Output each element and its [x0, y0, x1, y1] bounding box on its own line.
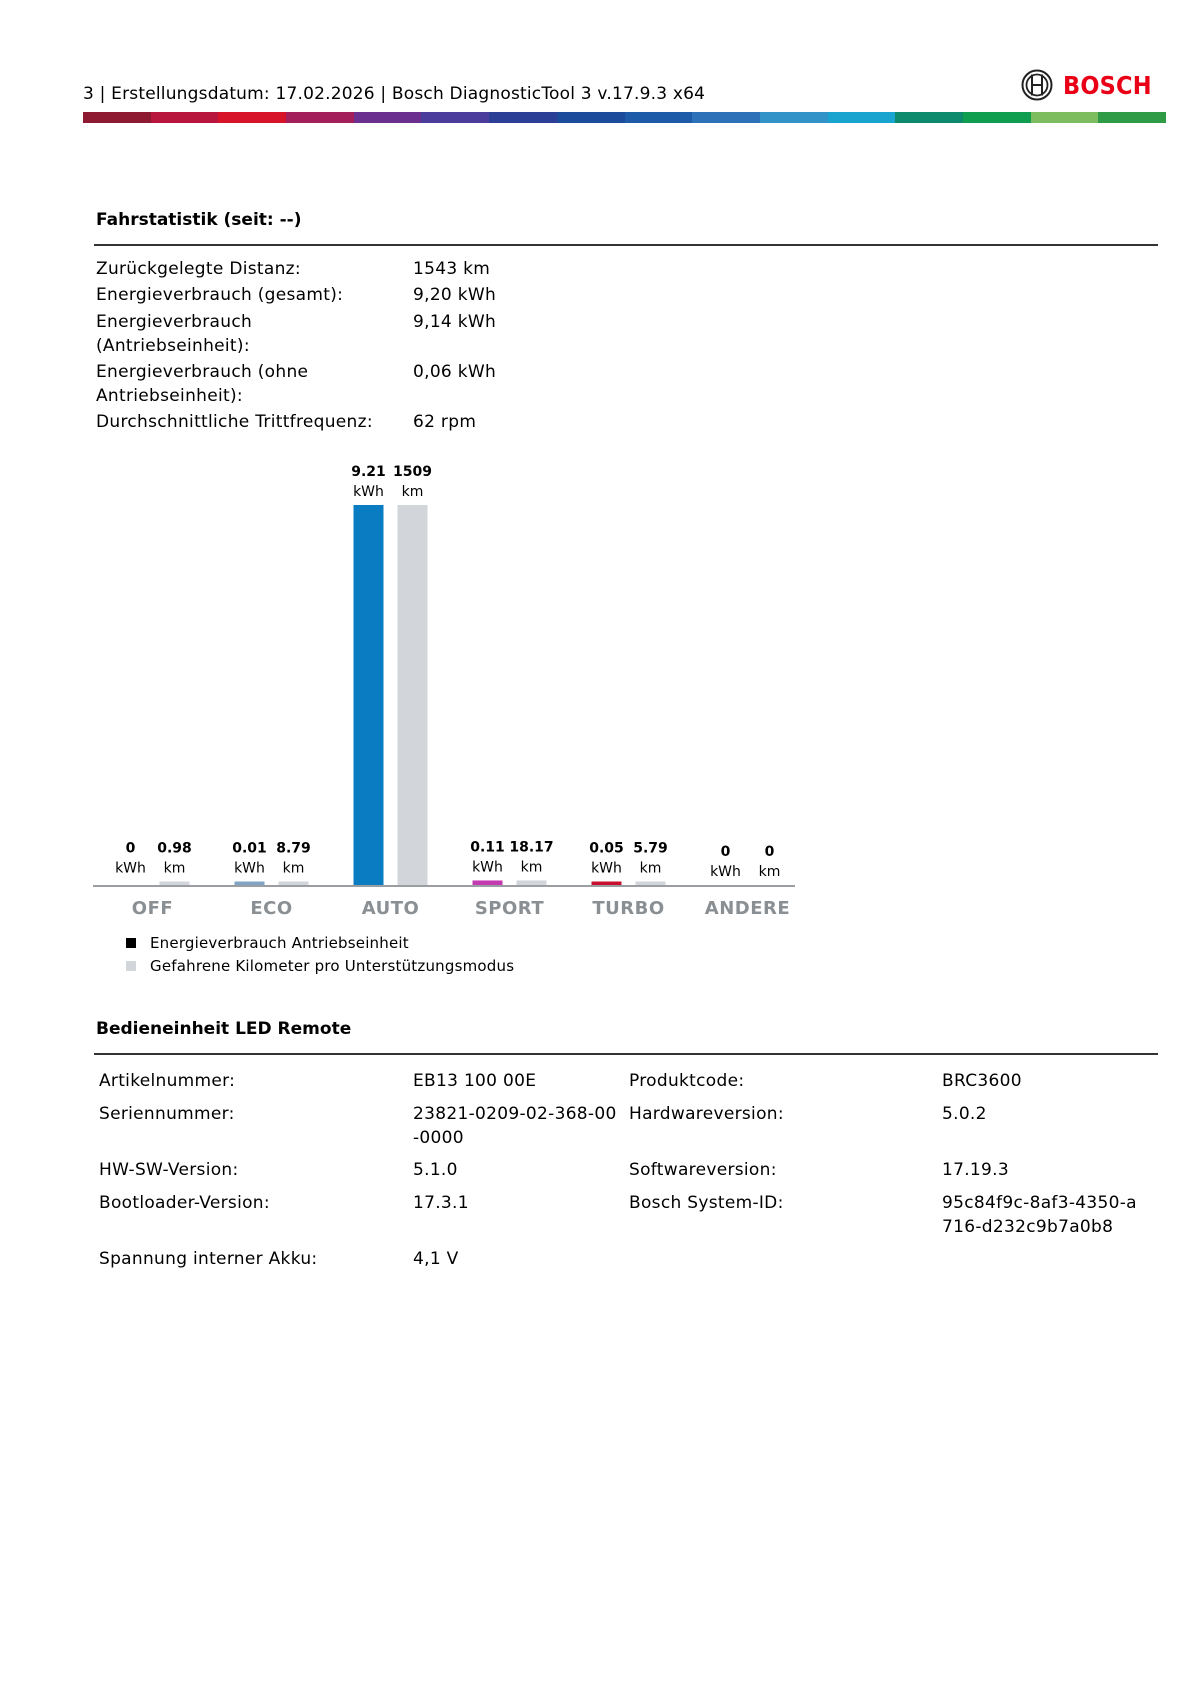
stripe-segment — [354, 112, 422, 123]
stripe-segment — [218, 112, 286, 123]
device-label: Bosch System-ID: — [629, 1193, 784, 1213]
stripe-segment — [625, 112, 693, 123]
stripe-segment — [83, 112, 151, 123]
data-label-kwh: 0.05 — [589, 840, 624, 857]
legend-label: Energieverbrauch Antriebseinheit — [150, 934, 409, 952]
device-value: 5.1.0 — [413, 1160, 458, 1180]
bar-km — [398, 505, 428, 885]
mode-bar-chart — [90, 440, 800, 930]
device-label: Bootloader-Version: — [99, 1193, 270, 1213]
page-header: 3 | Erstellungsdatum: 17.02.2026 | Bosch DiagnosticTool 3 v.17.9.3 x64 — [83, 84, 706, 104]
stripe-segment — [760, 112, 828, 123]
section-divider — [94, 1053, 1158, 1055]
stat-label: Durchschnittliche Trittfrequenz: — [96, 412, 373, 432]
stripe-segment — [1031, 112, 1099, 123]
device-value: 17.3.1 — [413, 1193, 469, 1213]
data-label-km: 5.79 — [633, 840, 668, 857]
data-label-unit: km — [520, 859, 543, 876]
data-label-unit: km — [758, 864, 781, 880]
stat-label: Energieverbrauch (ohne Antriebseinheit): — [96, 362, 309, 406]
data-label-unit: kWh — [353, 484, 384, 500]
data-label-kwh: 9.21 — [351, 464, 386, 480]
stat-label: Energieverbrauch (Antriebseinheit): — [96, 312, 253, 356]
legend-item — [126, 957, 514, 975]
category-label: OFF — [131, 898, 174, 919]
data-label-kwh: 0 — [720, 844, 731, 860]
data-label-unit: kWh — [234, 860, 265, 877]
device-label: Produktcode: — [629, 1071, 745, 1091]
stripe-segment — [1098, 112, 1166, 123]
bar-kwh — [592, 882, 622, 886]
device-label: Seriennummer: — [99, 1104, 235, 1124]
stat-value: 9,20 kWh — [413, 285, 497, 305]
bar-km — [279, 882, 309, 886]
stripe-segment — [151, 112, 219, 123]
category-label: AUTO — [361, 898, 420, 919]
bar-km — [160, 882, 190, 886]
stat-label: Energieverbrauch (gesamt): — [96, 285, 344, 305]
bar-km — [636, 882, 666, 886]
bosch-logo — [1021, 69, 1162, 101]
data-label-unit: km — [282, 860, 305, 877]
data-label-km: 1509 — [393, 464, 432, 480]
data-label-unit: kWh — [115, 860, 146, 877]
stripe-segment — [828, 112, 896, 123]
stripe-segment — [557, 112, 625, 123]
data-label-unit: km — [401, 484, 424, 500]
device-value: 23821-0209-02-368-00-0000 — [413, 1104, 617, 1148]
stat-value: 0,06 kWh — [413, 362, 497, 382]
data-label-unit: km — [639, 860, 662, 877]
category-label: TURBO — [592, 898, 665, 919]
data-label-km: 0 — [764, 844, 775, 860]
stat-value: 9,14 kWh — [413, 312, 497, 332]
device-value: 17.19.3 — [942, 1160, 1009, 1180]
data-label-unit: km — [163, 860, 186, 877]
category-label: ECO — [250, 898, 293, 919]
device-value: 5.0.2 — [942, 1104, 987, 1124]
device-value: EB13 100 00E — [413, 1071, 537, 1091]
data-label-km: 0.98 — [157, 840, 192, 857]
stat-value: 1543 km — [413, 259, 491, 279]
data-label-unit: kWh — [591, 860, 622, 877]
legend-item — [126, 934, 409, 952]
stat-label: Zurückgelegte Distanz: — [96, 259, 301, 279]
data-label-kwh: 0 — [125, 840, 136, 857]
stat-value: 62 rpm — [413, 412, 477, 432]
stripe-segment — [421, 112, 489, 123]
data-label-kwh: 0.11 — [470, 839, 505, 856]
bar-kwh — [473, 880, 503, 885]
device-value: 95c84f9c-8af3-4350-a716-d232c9b7a0b8 — [942, 1193, 1137, 1237]
category-label: ANDERE — [704, 898, 791, 919]
section-title-fahrstatistik: Fahrstatistik (seit: --) — [96, 210, 302, 230]
stripe-segment — [963, 112, 1031, 123]
category-label: SPORT — [474, 898, 545, 919]
data-label-unit: kWh — [472, 859, 503, 876]
device-value: 4,1 V — [413, 1249, 459, 1269]
legend-label: Gefahrene Kilometer pro Unterstützungsmodus — [150, 957, 515, 975]
data-label-kwh: 0.01 — [232, 840, 267, 857]
device-label: HW-SW-Version: — [99, 1160, 239, 1180]
data-label-km: 8.79 — [276, 840, 311, 857]
bar-kwh — [354, 505, 384, 885]
section-title-bedieneinheit: Bedieneinheit LED Remote — [96, 1019, 352, 1039]
device-label: Hardwareversion: — [629, 1104, 784, 1124]
device-label: Spannung interner Akku: — [99, 1249, 318, 1269]
stripe-segment — [895, 112, 963, 123]
section-divider — [94, 244, 1158, 246]
legend-swatch-kwh — [126, 938, 136, 948]
data-label-unit: kWh — [710, 864, 741, 880]
stripe-segment — [286, 112, 354, 123]
bosch-armature-icon — [1021, 69, 1053, 101]
device-value: BRC3600 — [942, 1071, 1022, 1091]
logo-wordmark: BOSCH — [1063, 70, 1152, 100]
color-stripe — [83, 112, 1166, 123]
legend-swatch-km — [126, 961, 136, 971]
device-label: Artikelnummer: — [99, 1071, 236, 1091]
stripe-segment — [489, 112, 557, 123]
device-label: Softwareversion: — [629, 1160, 777, 1180]
data-label-km: 18.17 — [509, 839, 554, 856]
bar-kwh — [235, 882, 265, 886]
stripe-segment — [692, 112, 760, 123]
bar-km — [517, 880, 547, 885]
